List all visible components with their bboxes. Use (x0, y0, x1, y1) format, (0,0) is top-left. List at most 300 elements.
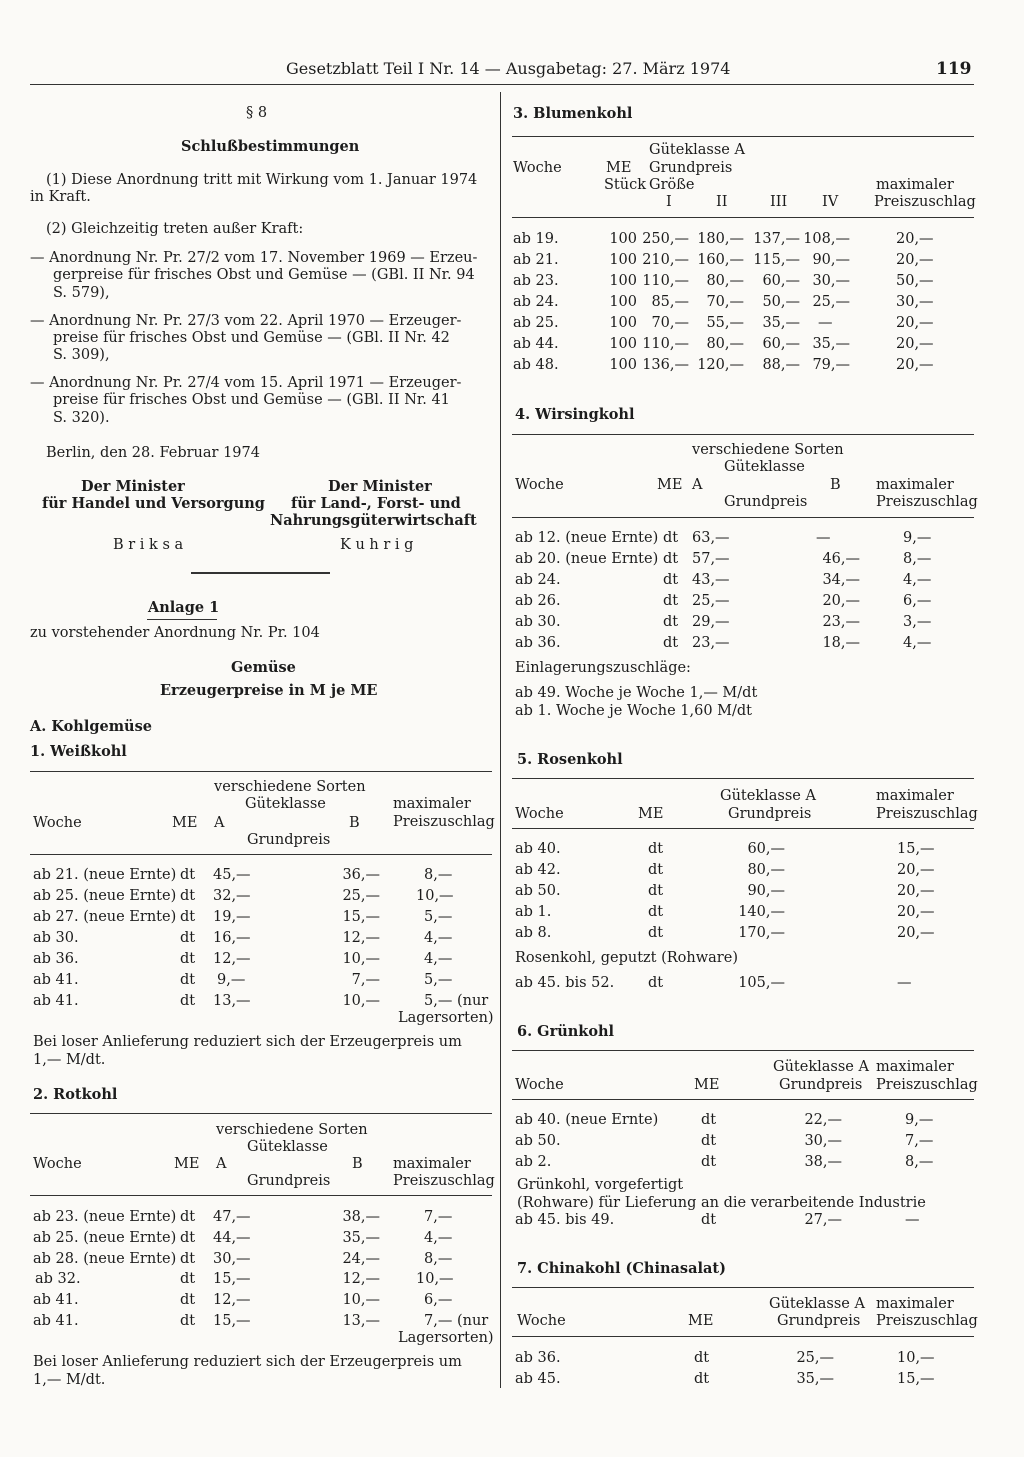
table-cell-size-ii: 120,— (697, 357, 744, 373)
table-cell-price-a: 23,— (692, 635, 730, 651)
table-cell-surcharge: 3,— (903, 614, 932, 630)
table-cell-price-b: 12,— (342, 1271, 380, 1287)
table-cell-price-a: 15,— (213, 1271, 251, 1287)
table-cell-surcharge: 8,— (905, 1154, 934, 1170)
table-cell-size-iii: 60,— (762, 336, 800, 352)
annex-subheading: Erzeugerpreise in M je ME (160, 682, 378, 699)
table-cell-surcharge: 6,— (903, 593, 932, 609)
header-woche: Woche (33, 1156, 82, 1172)
table-cell-me: dt (180, 951, 196, 967)
table-title-chinakohl: 7. Chinakohl (Chinasalat) (517, 1260, 726, 1277)
table-cell-size-iii: 115,— (753, 252, 800, 268)
table-cell-price-a: 12,— (213, 951, 251, 967)
header-max-2: Preiszuschlag (876, 1077, 978, 1093)
signatory-right-name: K u h r i g (340, 537, 414, 553)
repeal-item-1-line-1: — Anordnung Nr. Pr. 27/2 vom 17. November 1969 — Erzeu- (30, 250, 478, 266)
table-cell-price-a: 30,— (213, 1251, 251, 1267)
table-cell-size-iv: 79,— (812, 357, 850, 373)
table-cell-surcharge: 15,— (897, 841, 935, 857)
table-cell-me: 100 (609, 357, 637, 373)
table-cell-me: dt (663, 572, 679, 588)
header-me: ME (174, 1156, 200, 1172)
table-cell-size-iii: 35,— (762, 315, 800, 331)
header-grundpreis: Grundpreis (724, 494, 808, 510)
header-max-2: Preiszuschlag (393, 814, 495, 830)
table-cell-surcharge: 6,— (424, 1292, 453, 1308)
table-title-gruenkohl: 6. Grünkohl (517, 1023, 615, 1040)
table-cell-woche: ab 40. (neue Ernte) (515, 1112, 659, 1128)
table-cell-me: 100 (609, 273, 637, 289)
table-top-rule (512, 1287, 974, 1288)
header-size-ii: II (716, 194, 728, 210)
table-cell-price-a: 15,— (213, 1313, 251, 1329)
header-grundpreis: Grundpreis (247, 832, 331, 848)
table-cell-woche: ab 36. (515, 1350, 561, 1366)
table-cell-size-ii: 160,— (697, 252, 744, 268)
table-cell-woche: ab 25. (neue Ernte) (33, 888, 177, 904)
table-cell-me: dt (180, 1313, 196, 1329)
table-cell-surcharge: 20,— (896, 231, 934, 247)
table-cell-me: dt (180, 1292, 196, 1308)
header-max-1: maximaler (393, 796, 471, 812)
header-max-1: maximaler (876, 177, 954, 193)
table-cell-surcharge: 7,— (905, 1133, 934, 1149)
table-cell-price-b: 20,— (822, 593, 860, 609)
rosenkohl-subtitle: Rosenkohl, geputzt (Rohware) (515, 950, 738, 966)
signatory-left-title-1: Der Minister (81, 478, 185, 495)
header-max-2: Preiszuschlag (393, 1173, 495, 1189)
table-top-rule (512, 1050, 974, 1051)
table-cell-size-ii: 80,— (706, 336, 744, 352)
table-cell-surcharge: 30,— (896, 294, 934, 310)
table-cell-me: dt (180, 1209, 196, 1225)
table-cell-size-i: 70,— (651, 315, 689, 331)
header-class-b: B (352, 1156, 363, 1172)
table-cell-surcharge: 5,— (424, 909, 453, 925)
table-cell-surcharge: 9,— (905, 1112, 934, 1128)
table-cell-woche: ab 36. (515, 635, 561, 651)
header-max-2: Preiszuschlag (876, 1313, 978, 1329)
wirsing-note-heading: Einlagerungszuschläge: (515, 660, 691, 676)
wirsing-note-line-1: ab 49. Woche je Woche 1,— M/dt (515, 685, 758, 701)
table-cell-price-a: 25,— (692, 593, 730, 609)
header-me: ME (688, 1313, 714, 1329)
table-cell-me: dt (701, 1212, 717, 1228)
header-woche: Woche (515, 477, 564, 493)
table-cell-size-i: 85,— (651, 294, 689, 310)
section-a-title: A. Kohlgemüse (30, 718, 152, 735)
table-cell-me: dt (701, 1154, 717, 1170)
header-max-1: maximaler (876, 1059, 954, 1075)
header-grundpreis: Grundpreis (728, 806, 812, 822)
section-title: Schlußbestimmungen (181, 138, 360, 155)
table-cell-me: 100 (609, 252, 637, 268)
table-cell-price-b: 10,— (342, 951, 380, 967)
signatory-right-title-3: Nahrungsgüterwirtschaft (270, 512, 477, 529)
table-cell-surcharge: 20,— (896, 252, 934, 268)
table-title-rotkohl: 2. Rotkohl (33, 1086, 118, 1103)
table-cell-surcharge: 4,— (424, 930, 453, 946)
header-max-2: Preiszuschlag (874, 194, 976, 210)
table-cell-price-b: 38,— (342, 1209, 380, 1225)
header-class-a: A (216, 1156, 227, 1172)
header-max-2: Preiszuschlag (876, 806, 978, 822)
table-cell-price-b: 18,— (822, 635, 860, 651)
table-cell-me: 100 (609, 294, 637, 310)
header-max-1: maximaler (876, 788, 954, 804)
header-gueteklasse: Güteklasse (245, 796, 326, 812)
header-woche: Woche (513, 160, 562, 176)
header-gueteklasse: Güteklasse (247, 1139, 328, 1155)
table-header-rule (30, 854, 492, 855)
signatory-left-name: B r i k s a (113, 537, 184, 553)
table-cell-me: dt (180, 867, 196, 883)
repeal-item-3-line-3: S. 320). (53, 410, 110, 426)
table-cell-surcharge: 20,— (897, 925, 935, 941)
table-cell-woche: ab 50. (515, 883, 561, 899)
paragraph-1-line-1: (1) Diese Anordnung tritt mit Wirkung vom 1. Januar 1974 (46, 172, 478, 188)
header-sorten: verschiedene Sorten (216, 1122, 368, 1138)
repeal-item-2-line-2: preise für frisches Obst und Gemüse — (GBl. II Nr. 42 (53, 330, 450, 346)
table-cell-woche: ab 24. (515, 572, 561, 588)
table-cell-price-b: 36,— (342, 867, 380, 883)
table-title-blumenkohl: 3. Blumenkohl (513, 105, 633, 122)
table-cell-surcharge: 20,— (896, 315, 934, 331)
table-cell-woche: ab 26. (515, 593, 561, 609)
table-cell-price-b: 35,— (342, 1230, 380, 1246)
table-cell-size-iv: 35,— (812, 336, 850, 352)
table-cell-price-b: — (816, 530, 831, 546)
table-cell-surcharge: 4,— (424, 951, 453, 967)
table-cell-woche: ab 21. (neue Ernte) (33, 867, 177, 883)
table-header-rule (512, 1336, 974, 1337)
column-divider (500, 92, 501, 1388)
table-cell-size-ii: 80,— (706, 273, 744, 289)
table-cell-me: dt (663, 635, 679, 651)
table-cell-price-a: 45,— (213, 867, 251, 883)
signature-rule (191, 572, 330, 574)
table-cell-grundpreis: 35,— (796, 1371, 834, 1387)
table-cell-surcharge: 7,— (nur (424, 1313, 489, 1329)
paragraph-1-line-2: in Kraft. (30, 189, 91, 205)
table-cell-price-b: 15,— (342, 909, 380, 925)
rotkohl-note-1: Bei loser Anlieferung reduziert sich der Erzeugerpreis um (33, 1354, 462, 1370)
table-cell-price-b: 10,— (342, 993, 380, 1009)
table-cell-me: dt (648, 925, 664, 941)
signatory-left-title-2: für Handel und Versorgung (42, 495, 265, 512)
place-date: Berlin, den 28. Februar 1974 (46, 445, 260, 461)
header-me: ME (172, 815, 198, 831)
table-header-rule (512, 217, 974, 218)
table-header-rule (512, 517, 974, 518)
table-cell-grundpreis: 25,— (796, 1350, 834, 1366)
annex-subtitle: zu vorstehender Anordnung Nr. Pr. 104 (30, 625, 320, 641)
table-cell-surcharge-cont: Lagersorten) (398, 1010, 494, 1026)
header-woche: Woche (33, 815, 82, 831)
header-woche: Woche (515, 806, 564, 822)
table-cell-surcharge: — (905, 1212, 920, 1228)
table-cell-woche: ab 19. (513, 231, 559, 247)
table-cell-price-a: 9,— (217, 972, 246, 988)
table-cell-price-a: 16,— (213, 930, 251, 946)
table-cell-me: dt (694, 1371, 710, 1387)
table-top-rule (512, 136, 974, 137)
table-cell-price-a: 32,— (213, 888, 251, 904)
repeal-item-2-line-1: — Anordnung Nr. Pr. 27/3 vom 22. April 1970 — Erzeuger- (30, 313, 462, 329)
header-class-b: B (349, 815, 360, 831)
table-cell-me: dt (180, 888, 196, 904)
header-max-2: Preiszuschlag (876, 494, 978, 510)
header-size-iii: III (770, 194, 788, 210)
table-cell-surcharge: 8,— (424, 867, 453, 883)
header-class-b: B (830, 477, 841, 493)
table-cell-woche: ab 1. (515, 904, 552, 920)
table-header-rule (30, 1195, 492, 1196)
table-cell-surcharge: 20,— (897, 883, 935, 899)
header-stueck: Stück (604, 177, 647, 193)
table-cell-woche: ab 41. (33, 972, 79, 988)
table-cell-size-ii: 180,— (697, 231, 744, 247)
table-top-rule (30, 1113, 492, 1114)
table-cell-price-a: 12,— (213, 1292, 251, 1308)
header-sorten: verschiedene Sorten (692, 442, 844, 458)
table-cell-grundpreis: 80,— (747, 862, 785, 878)
rotkohl-note-2: 1,— M/dt. (33, 1372, 106, 1388)
wirsing-note-line-2: ab 1. Woche je Woche 1,60 M/dt (515, 703, 752, 719)
table-header-rule (512, 1099, 974, 1100)
table-cell-woche: ab 48. (513, 357, 559, 373)
table-cell-woche: ab 12. (neue Ernte) (515, 530, 659, 546)
page-header-title: Gesetzblatt Teil I Nr. 14 — Ausgabetag: 27. März 1974 (286, 59, 731, 78)
table-cell-me: 100 (609, 315, 637, 331)
table-cell-surcharge: 5,— (424, 972, 453, 988)
table-cell-woche: ab 50. (515, 1133, 561, 1149)
table-cell-surcharge: 20,— (896, 336, 934, 352)
table-cell-woche: ab 42. (515, 862, 561, 878)
signatory-right-title-1: Der Minister (328, 478, 432, 495)
header-gueteklasse: Güteklasse (724, 459, 805, 475)
table-cell-woche: ab 2. (515, 1154, 552, 1170)
header-woche: Woche (515, 1077, 564, 1093)
table-cell-me: dt (648, 841, 664, 857)
weisskohl-note-1: Bei loser Anlieferung reduziert sich der Erzeugerpreis um (33, 1034, 462, 1050)
table-cell-me: dt (663, 593, 679, 609)
header-size-iv: IV (822, 194, 839, 210)
repeal-item-1-line-3: S. 579), (53, 285, 110, 301)
header-max-1: maximaler (876, 477, 954, 493)
table-cell-surcharge: 4,— (903, 572, 932, 588)
table-cell-woche: ab 45. (515, 1371, 561, 1387)
gruenkohl-subtitle-2: (Rohware) für Lieferung an die verarbeitende Industrie (517, 1195, 926, 1211)
header-me: ME (638, 806, 664, 822)
gruenkohl-subtitle-1: Grünkohl, vorgefertigt (517, 1177, 684, 1193)
table-cell-grundpreis: 30,— (804, 1133, 842, 1149)
table-top-rule (30, 771, 492, 772)
header-grundpreis: Grundpreis (777, 1313, 861, 1329)
table-cell-me: dt (648, 975, 664, 991)
table-cell-me: dt (701, 1112, 717, 1128)
table-cell-price-b: 34,— (822, 572, 860, 588)
table-cell-woche: ab 23. (513, 273, 559, 289)
table-cell-size-iv: — (818, 315, 833, 331)
table-cell-me: dt (180, 909, 196, 925)
table-cell-me: dt (648, 883, 664, 899)
header-gueteklasse-a: Güteklasse A (649, 142, 745, 158)
paragraph-2: (2) Gleichzeitig treten außer Kraft: (46, 221, 304, 237)
repeal-item-3-line-2: preise für frisches Obst und Gemüse — (GBl. II Nr. 41 (53, 392, 450, 408)
table-cell-price-b: 7,— (351, 972, 380, 988)
table-cell-surcharge: 20,— (897, 862, 935, 878)
table-cell-size-ii: 70,— (706, 294, 744, 310)
table-cell-surcharge: 8,— (903, 551, 932, 567)
table-cell-grundpreis: 105,— (738, 975, 785, 991)
table-cell-price-b: 10,— (342, 1292, 380, 1308)
header-woche: Woche (517, 1313, 566, 1329)
header-me: ME (694, 1077, 720, 1093)
header-rule (30, 84, 974, 85)
header-grundpreis: Grundpreis (779, 1077, 863, 1093)
table-title-rosenkohl: 5. Rosenkohl (517, 751, 623, 768)
repeal-item-2-line-3: S. 309), (53, 347, 110, 363)
header-class-a: A (692, 477, 703, 493)
table-cell-me: dt (180, 993, 196, 1009)
table-cell-me: dt (180, 1271, 196, 1287)
table-cell-woche: ab 28. (neue Ernte) (33, 1251, 177, 1267)
table-cell-grundpreis: 60,— (747, 841, 785, 857)
table-cell-me: dt (648, 862, 664, 878)
table-cell-price-a: 29,— (692, 614, 730, 630)
table-cell-woche: ab 40. (515, 841, 561, 857)
table-cell-surcharge: — (897, 975, 912, 991)
signatory-right-title-2: für Land-, Forst- und (291, 495, 461, 512)
table-cell-me: 100 (609, 336, 637, 352)
table-cell-surcharge: 8,— (424, 1251, 453, 1267)
table-cell-size-iv: 90,— (812, 252, 850, 268)
table-cell-surcharge: 10,— (416, 1271, 454, 1287)
table-cell-me: dt (180, 972, 196, 988)
table-cell-woche: ab 24. (513, 294, 559, 310)
table-cell-grundpreis: 22,— (804, 1112, 842, 1128)
table-cell-me: dt (180, 930, 196, 946)
header-groesse: Größe (649, 177, 695, 193)
weisskohl-note-2: 1,— M/dt. (33, 1052, 106, 1068)
table-cell-woche: ab 8. (515, 925, 552, 941)
header-sorten: verschiedene Sorten (214, 779, 366, 795)
header-gueteklasse-a: Güteklasse A (773, 1059, 869, 1075)
table-cell-grundpreis: 27,— (804, 1212, 842, 1228)
header-me: ME (657, 477, 683, 493)
table-cell-size-iv: 108,— (803, 231, 850, 247)
table-cell-price-a: 47,— (213, 1209, 251, 1225)
table-cell-woche: ab 25. (513, 315, 559, 331)
table-cell-price-b: 23,— (822, 614, 860, 630)
annex-heading: Gemüse (231, 659, 296, 676)
table-cell-woche: ab 23. (neue Ernte) (33, 1209, 177, 1225)
table-cell-price-a: 63,— (692, 530, 730, 546)
table-cell-woche: ab 30. (515, 614, 561, 630)
table-cell-woche: ab 41. (33, 993, 79, 1009)
table-cell-price-b: 24,— (342, 1251, 380, 1267)
table-cell-surcharge: 10,— (416, 888, 454, 904)
table-header-rule (512, 828, 974, 829)
table-cell-size-i: 110,— (642, 273, 689, 289)
table-cell-price-b: 46,— (822, 551, 860, 567)
table-cell-surcharge: 4,— (424, 1230, 453, 1246)
header-max-1: maximaler (876, 1296, 954, 1312)
table-cell-surcharge: 15,— (897, 1371, 935, 1387)
table-cell-me: dt (663, 614, 679, 630)
table-cell-surcharge: 4,— (903, 635, 932, 651)
table-cell-woche: ab 41. (33, 1292, 79, 1308)
table-cell-woche: ab 44. (513, 336, 559, 352)
annex-title: Anlage 1 (148, 599, 220, 616)
table-title-wirsingkohl: 4. Wirsingkohl (515, 406, 635, 423)
table-cell-size-ii: 55,— (706, 315, 744, 331)
table-cell-size-iv: 25,— (812, 294, 850, 310)
table-cell-me: dt (180, 1230, 196, 1246)
table-cell-woche: ab 45. bis 52. (515, 975, 615, 991)
table-cell-surcharge: 7,— (424, 1209, 453, 1225)
table-cell-price-a: 13,— (213, 993, 251, 1009)
header-size-i: I (666, 194, 672, 210)
table-cell-me: dt (701, 1133, 717, 1149)
table-cell-surcharge: 5,— (nur (424, 993, 489, 1009)
table-cell-woche: ab 45. bis 49. (515, 1212, 615, 1228)
header-max-1: maximaler (393, 1156, 471, 1172)
table-cell-price-b: 13,— (342, 1313, 380, 1329)
header-grundpreis: Grundpreis (247, 1173, 331, 1189)
table-cell-surcharge: 20,— (897, 904, 935, 920)
table-cell-grundpreis: 90,— (747, 883, 785, 899)
table-cell-surcharge: 20,— (896, 357, 934, 373)
table-cell-surcharge: 50,— (896, 273, 934, 289)
table-cell-me: dt (694, 1350, 710, 1366)
table-cell-size-iii: 60,— (762, 273, 800, 289)
header-gueteklasse-a: Güteklasse A (769, 1296, 865, 1312)
table-cell-woche: ab 20. (neue Ernte) (515, 551, 659, 567)
table-cell-grundpreis: 140,— (738, 904, 785, 920)
table-cell-me: dt (180, 1251, 196, 1267)
table-cell-me: 100 (609, 231, 637, 247)
table-cell-grundpreis: 38,— (804, 1154, 842, 1170)
table-cell-size-i: 110,— (642, 336, 689, 352)
table-cell-size-iii: 50,— (762, 294, 800, 310)
table-cell-woche: ab 41. (33, 1313, 79, 1329)
header-class-a: A (214, 815, 225, 831)
table-cell-size-iii: 88,— (762, 357, 800, 373)
table-cell-size-i: 250,— (642, 231, 689, 247)
table-cell-surcharge-cont: Lagersorten) (398, 1330, 494, 1346)
table-cell-size-iv: 30,— (812, 273, 850, 289)
table-cell-price-a: 43,— (692, 572, 730, 588)
table-cell-me: dt (648, 904, 664, 920)
table-cell-price-a: 57,— (692, 551, 730, 567)
header-gueteklasse-a: Güteklasse A (720, 788, 816, 804)
table-cell-price-b: 12,— (342, 930, 380, 946)
table-cell-grundpreis: 170,— (738, 925, 785, 941)
table-cell-woche: ab 21. (513, 252, 559, 268)
table-cell-woche: ab 27. (neue Ernte) (33, 909, 177, 925)
table-top-rule (512, 778, 974, 779)
header-grundpreis: Grundpreis (649, 160, 733, 176)
annex-title-underline (147, 619, 217, 620)
table-cell-surcharge: 9,— (903, 530, 932, 546)
table-cell-me: dt (663, 551, 679, 567)
table-cell-size-i: 210,— (642, 252, 689, 268)
table-cell-size-iii: 137,— (753, 231, 800, 247)
table-cell-woche: ab 25. (neue Ernte) (33, 1230, 177, 1246)
table-cell-me: dt (663, 530, 679, 546)
